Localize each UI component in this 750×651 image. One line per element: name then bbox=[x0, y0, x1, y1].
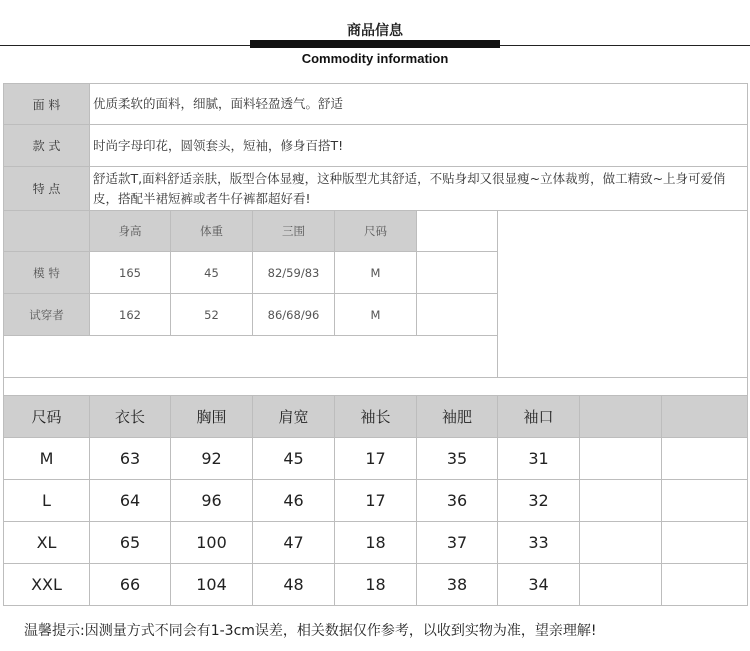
size-cell: 35 bbox=[416, 437, 498, 480]
size-header-bust: 胸围 bbox=[170, 395, 253, 438]
size-cell: 45 bbox=[252, 437, 335, 480]
tester-row-label: 试穿者 bbox=[3, 293, 90, 336]
size-row-label: XXL bbox=[3, 563, 90, 606]
fabric-text: 优质柔软的面料，细腻，面料轻盈透气。舒适 bbox=[89, 83, 748, 125]
model-header-empty bbox=[416, 210, 498, 252]
size-cell-empty bbox=[579, 521, 662, 564]
size-cell: 47 bbox=[252, 521, 335, 564]
size-cell: 100 bbox=[170, 521, 253, 564]
size-header-size: 尺码 bbox=[3, 395, 90, 438]
size-header-blank-1 bbox=[579, 395, 662, 438]
size-row-label: L bbox=[3, 479, 90, 522]
size-header-sleeve-length: 袖长 bbox=[334, 395, 417, 438]
model-header-height: 身高 bbox=[89, 210, 171, 252]
size-cell: 34 bbox=[497, 563, 580, 606]
tester-size-value: M bbox=[334, 293, 417, 336]
section-title: 商品信息 bbox=[347, 23, 403, 39]
size-cell-empty bbox=[661, 437, 748, 480]
header-accent-bar bbox=[250, 40, 500, 48]
size-cell: 17 bbox=[334, 437, 417, 480]
size-cell: 32 bbox=[497, 479, 580, 522]
size-cell: 18 bbox=[334, 521, 417, 564]
size-cell: 38 bbox=[416, 563, 498, 606]
style-label: 款 式 bbox=[3, 124, 90, 167]
feature-label: 特 点 bbox=[3, 166, 90, 211]
size-cell-empty bbox=[579, 437, 662, 480]
model-row-empty bbox=[416, 251, 498, 294]
size-cell: 37 bbox=[416, 521, 498, 564]
size-cell: 17 bbox=[334, 479, 417, 522]
size-cell: 64 bbox=[89, 479, 171, 522]
model-table-blank-row bbox=[3, 335, 498, 378]
section-subtitle: Commodity information bbox=[301, 51, 449, 66]
size-row-label: M bbox=[3, 437, 90, 480]
model-header-size: 尺码 bbox=[334, 210, 417, 252]
size-row-label: XL bbox=[3, 521, 90, 564]
size-cell: 33 bbox=[497, 521, 580, 564]
size-cell: 46 bbox=[252, 479, 335, 522]
size-header-cuff: 袖口 bbox=[497, 395, 580, 438]
size-cell: 65 bbox=[89, 521, 171, 564]
size-cell: 36 bbox=[416, 479, 498, 522]
tester-height-value: 162 bbox=[89, 293, 171, 336]
size-cell: 96 bbox=[170, 479, 253, 522]
model-size-value: M bbox=[334, 251, 417, 294]
model-header-weight: 体重 bbox=[170, 210, 253, 252]
size-cell-empty bbox=[661, 479, 748, 522]
size-cell-empty bbox=[661, 521, 748, 564]
model-header-measurements: 三围 bbox=[252, 210, 335, 252]
size-cell-empty bbox=[579, 563, 662, 606]
model-row-label: 模 特 bbox=[3, 251, 90, 294]
size-cell: 92 bbox=[170, 437, 253, 480]
size-header-blank-2 bbox=[661, 395, 748, 438]
size-cell: 66 bbox=[89, 563, 171, 606]
size-cell: 48 bbox=[252, 563, 335, 606]
size-header-length: 衣长 bbox=[89, 395, 171, 438]
feature-text: 舒适款T,面料舒适亲肤，版型合体显瘦，这种版型尤其舒适，不贴身却又很显瘦~立体裁剪，做工精致~上身可爱俏皮，搭配半裙短裤或者牛仔裤都超好看! bbox=[89, 166, 748, 211]
measurement-note: 温馨提示:因测量方式不同会有1-3cm误差，相关数据仅作参考，以收到实物为准，望亲理解! bbox=[24, 623, 597, 639]
model-height-value: 165 bbox=[89, 251, 171, 294]
model-table-corner bbox=[3, 210, 90, 252]
size-cell: 104 bbox=[170, 563, 253, 606]
model-table-side-block bbox=[497, 210, 748, 378]
size-cell-empty bbox=[579, 479, 662, 522]
fabric-label: 面 料 bbox=[3, 83, 90, 125]
size-cell: 63 bbox=[89, 437, 171, 480]
style-text: 时尚字母印花，圆领套头，短袖，修身百搭T! bbox=[89, 124, 748, 167]
size-header-sleeve-width: 袖肥 bbox=[416, 395, 498, 438]
size-cell: 18 bbox=[334, 563, 417, 606]
size-header-shoulder: 肩宽 bbox=[252, 395, 335, 438]
model-weight-value: 45 bbox=[170, 251, 253, 294]
tester-measurements-value: 86/68/96 bbox=[252, 293, 335, 336]
tester-weight-value: 52 bbox=[170, 293, 253, 336]
tester-row-empty bbox=[416, 293, 498, 336]
size-cell: 31 bbox=[497, 437, 580, 480]
model-measurements-value: 82/59/83 bbox=[252, 251, 335, 294]
spacer-row bbox=[3, 377, 748, 396]
size-cell-empty bbox=[661, 563, 748, 606]
